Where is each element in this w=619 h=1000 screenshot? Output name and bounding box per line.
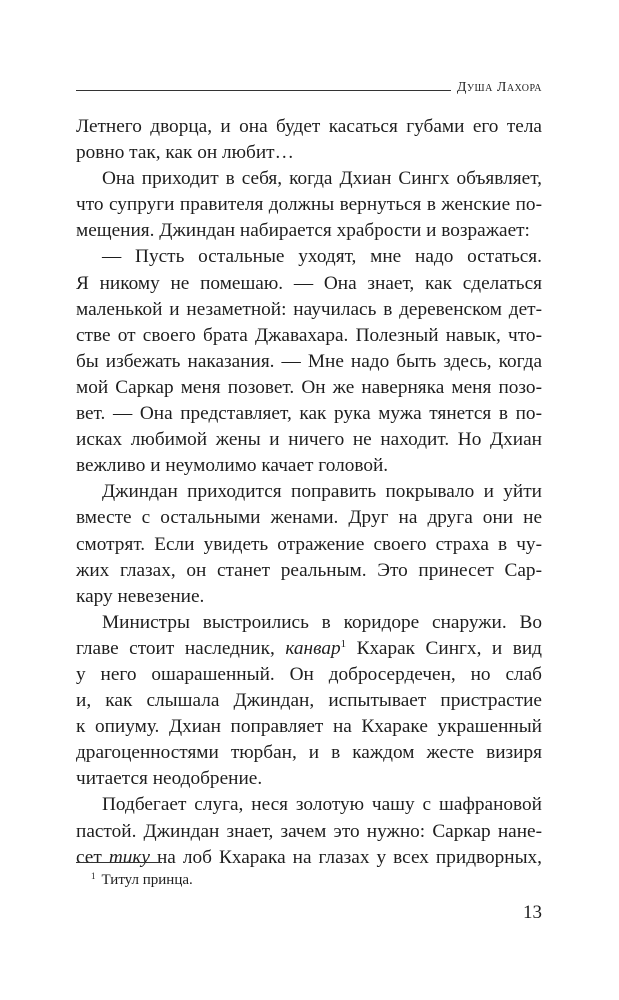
text-segment: вет. — Она представляет, как рука мужа тянется в по-	[76, 403, 542, 425]
footnote-ref: 1	[340, 637, 347, 650]
text-segment: вместе с остальными женами. Друг на друга они не	[76, 507, 542, 529]
text-segment: сет	[76, 846, 109, 868]
running-title: Душа Лахора	[456, 80, 542, 95]
text-line	[76, 558, 542, 584]
text-segment: жих глазах, он станет реальным. Это принесет Сар-	[76, 559, 542, 581]
text-line	[76, 453, 542, 479]
text-segment: что супруги правителя должны вернуться в женские по-	[76, 194, 542, 216]
text-segment: Министры выстроились в коридоре снаружи. Во	[102, 611, 542, 633]
text-segment: стве от своего брата Джавахара. Полезный навык, что-	[76, 324, 542, 346]
footnote-text: Титул принца.	[101, 872, 193, 888]
text-segment: и, как слышала Джиндан, испытывает пристрастие	[76, 690, 542, 712]
body-text	[76, 114, 542, 871]
text-line	[76, 427, 542, 453]
footnote-rule	[76, 862, 162, 863]
running-header	[76, 76, 542, 96]
header-rule	[76, 90, 451, 91]
text-segment: драгоценностями тюрбан, и в каждом жесте визиря	[76, 742, 542, 764]
text-line	[76, 271, 542, 297]
text-segment: Летнего дворца, и она будет касаться губами его тела	[76, 116, 542, 137]
text-line	[76, 479, 542, 505]
page-number: 13	[523, 902, 542, 923]
text-segment: к опиуму. Дхиан поправляет на Кхараке украшенный	[76, 716, 542, 738]
text-line	[76, 218, 542, 244]
text-segment: ровно так, как он любит…	[76, 142, 294, 164]
italic-term: канвар	[285, 637, 341, 659]
text-line	[76, 244, 542, 270]
text-segment: мой Саркар меня позовет. Он же наверняка меня позо-	[76, 376, 542, 398]
text-segment: Я никому не помешаю. — Она знает, как сделаться	[76, 272, 542, 294]
text-line	[76, 297, 542, 323]
text-line	[76, 688, 542, 714]
text-line	[76, 505, 542, 531]
text-line	[76, 532, 542, 558]
text-line	[76, 845, 542, 871]
text-line	[76, 192, 542, 218]
text-segment: маленькой и незаметной: научилась в деревенском дет-	[76, 298, 542, 320]
text-segment: — Пусть остальные уходят, мне надо остаться.	[102, 246, 542, 268]
text-line	[76, 349, 542, 375]
text-segment: Кхарак Сингх, и вид	[346, 637, 542, 659]
text-segment: исках любимой жены и ничего не находит. Но Дхиан	[76, 429, 542, 451]
text-segment: пастой. Джиндан знает, зачем это нужно: Саркар нане-	[76, 820, 542, 842]
text-segment: читается неодобрение.	[76, 768, 263, 790]
text-segment: мещения. Джиндан набирается храбрости и возражает:	[76, 220, 530, 242]
text-segment: вежливо и неумолимо качает головой.	[76, 455, 389, 477]
text-line	[76, 792, 542, 818]
text-segment: у него ошарашенный. Он добросердечен, но слаб	[76, 663, 542, 685]
text-segment: Подбегает слуга, неся золотую чашу с шафрановой	[102, 794, 542, 816]
italic-term: тику	[108, 846, 150, 868]
text-segment: главе стоит наследник,	[76, 637, 286, 659]
text-line	[76, 766, 542, 792]
text-segment: кару невезение.	[76, 585, 205, 607]
text-line	[76, 140, 542, 166]
text-line	[76, 401, 542, 427]
text-line	[76, 819, 542, 845]
text-segment: Она приходит в себя, когда Дхиан Сингх объявляет,	[102, 168, 542, 190]
text-line	[76, 114, 542, 140]
text-line	[76, 166, 542, 192]
footnote-marker: 1	[91, 871, 96, 881]
text-line	[76, 610, 542, 636]
text-segment: смотрят. Если увидеть отражение своего страха в чу-	[76, 533, 542, 555]
text-line	[76, 636, 542, 662]
text-line	[76, 584, 542, 610]
text-line	[76, 662, 542, 688]
text-line	[76, 740, 542, 766]
text-line	[76, 714, 542, 740]
text-line	[76, 323, 542, 349]
text-segment: на лоб Кхарака на глазах у всех придворных,	[149, 846, 542, 868]
footnote	[91, 871, 193, 889]
text-segment: бы избежать наказания. — Мне надо быть здесь, когда	[76, 350, 542, 372]
text-line	[76, 375, 542, 401]
text-segment: Джиндан приходится поправить покрывало и уйти	[102, 481, 542, 503]
